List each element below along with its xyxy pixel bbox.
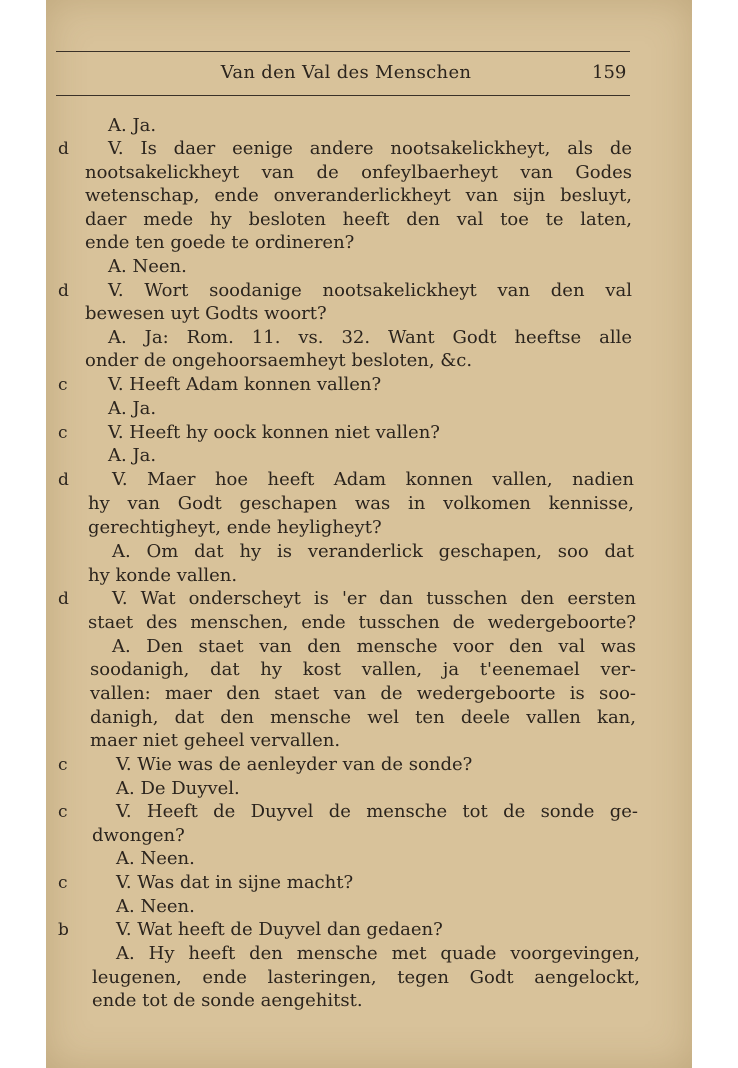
margin-marker: d [58,470,69,490]
text-line: V. Wort soodanige nootsakelickheyt van den val [108,280,632,301]
text-line: onder de ongehoorsaemheyt besloten, &c. [85,350,473,371]
header-bottom-rule [56,95,630,96]
text-line: vallen: maer den staet van de wedergeboorte is soo- [90,683,636,704]
text-line: A. Ja: Rom. 11. vs. 32. Want Godt heeftse alle [108,327,632,348]
text-line: A. Hy heeft den mensche met quade voorgevingen, [116,943,640,964]
text-line: A. Ja. [108,115,157,136]
text-line: V. Heeft Adam konnen vallen? [108,374,382,395]
margin-marker: d [58,589,69,609]
text-line: hy konde vallen. [88,565,238,586]
text-line: A. Neen. [116,848,195,869]
text-line: A. De Duyvel. [116,778,240,799]
page-number: 159 [592,62,627,83]
margin-marker: c [58,873,68,893]
text-line: V. Maer hoe heeft Adam konnen vallen, nadien [112,469,634,490]
book-page [46,0,692,1068]
text-line: hy van Godt geschapen was in volkomen kennisse, [88,493,634,514]
text-line: V. Heeft hy oock konnen niet vallen? [108,422,440,443]
text-line: maer niet geheel vervallen. [90,730,341,751]
margin-marker: c [58,802,68,822]
text-line: soodanigh, dat hy kost vallen, ja t'eenemael ver- [90,659,636,680]
text-line: V. Wie was de aenleyder van de sonde? [116,754,473,775]
text-line: V. Is daer eenige andere nootsakelickheyt, als de [108,138,632,159]
margin-marker: c [58,423,68,443]
text-line: A. Neen. [116,896,195,917]
header-top-rule [56,51,630,52]
text-line: wetenschap, ende onveranderlickheyt van sijn besluyt, [85,185,632,206]
text-line: gerechtigheyt, ende heyligheyt? [88,517,382,538]
margin-marker: c [58,755,68,775]
text-line: A. Om dat hy is veranderlick geschapen, soo dat [112,541,634,562]
margin-marker: b [58,920,69,940]
margin-marker: d [58,139,69,159]
text-line: nootsakelickheyt van de onfeylbaerheyt van Godes [85,162,632,183]
text-line: V. Was dat in sijne macht? [116,872,354,893]
text-line: A. Den staet van den mensche voor den val was [112,636,636,657]
margin-marker: d [58,281,69,301]
running-title: Van den Val des Menschen [220,62,472,83]
text-line: V. Wat heeft de Duyvel dan gedaen? [116,919,443,940]
text-line: dwongen? [92,825,185,846]
text-line: bewesen uyt Godts woort? [85,303,327,324]
text-line: A. Ja. [108,398,157,419]
text-line: ende ten goede te ordineren? [85,232,355,253]
text-line: A. Neen. [108,256,187,277]
text-line: leugenen, ende lasteringen, tegen Godt aengelockt, [92,967,640,988]
text-line: daer mede hy besloten heeft den val toe te laten, [85,209,632,230]
text-line: V. Heeft de Duyvel de mensche tot de sonde ge- [116,801,638,822]
text-line: ende tot de sonde aengehitst. [92,990,363,1011]
margin-marker: c [58,375,68,395]
text-line: danigh, dat den mensche wel ten deele vallen kan, [90,707,636,728]
text-line: staet des menschen, ende tusschen de wedergeboorte? [88,612,636,633]
text-line: A. Ja. [108,445,157,466]
text-line: V. Wat onderscheyt is 'er dan tusschen den eersten [112,588,636,609]
